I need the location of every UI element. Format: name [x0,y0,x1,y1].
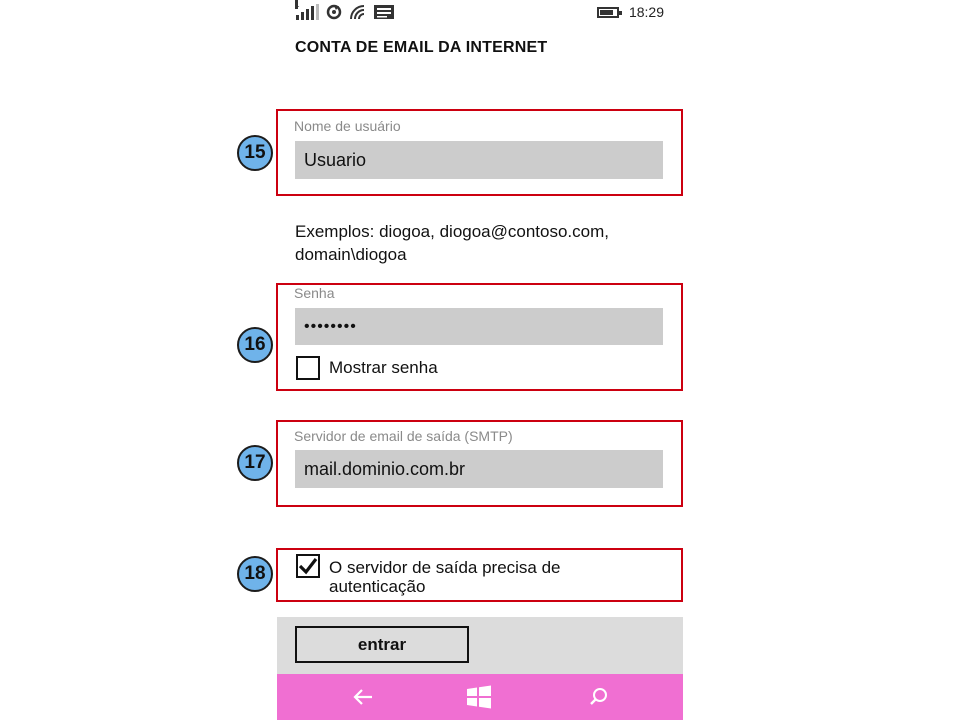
page-title: CONTA DE EMAIL DA INTERNET [295,39,548,56]
status-right [597,4,664,20]
username-label: Nome de usuário [294,118,401,134]
show-password-label: Mostrar senha [329,358,438,377]
checkmark-icon [298,556,318,576]
password-label: Senha [294,285,335,301]
username-field[interactable]: Usuario [295,141,663,179]
callout-badge-16: 16 [237,327,273,363]
start-button[interactable] [466,684,492,710]
search-button[interactable] [586,684,612,710]
callout-badge-17: 17 [237,445,273,481]
navigation-bar [277,674,683,720]
clock: 18:29 [628,4,664,20]
enter-button[interactable]: entrar [295,626,469,663]
wifi-icon [349,4,367,20]
auth-required-label: O servidor de saída precisa de autenticação [329,558,561,596]
smtp-server-field[interactable]: mail.dominio.com.br [295,450,663,488]
callout-badge-15: 15 [237,135,273,171]
status-bar [290,2,666,24]
back-arrow-icon [352,688,374,706]
windows-logo-icon [466,685,492,709]
auth-required-checkbox[interactable] [296,554,320,578]
smtp-label: Servidor de email de saída (SMTP) [294,428,513,444]
username-examples-hint: Exemplos: diogoa, diogoa@contoso.com, domain\diogoa [295,222,609,264]
status-icons [295,0,395,20]
callout-badge-18: 18 [237,556,273,592]
battery-icon [597,7,619,18]
show-password-checkbox[interactable] [296,356,320,380]
back-button[interactable] [350,684,376,710]
signal-icon [295,0,319,20]
message-icon [373,4,395,20]
search-icon [589,687,609,707]
password-field[interactable]: •••••••• [295,308,663,345]
signal-sim-number: 1 [295,0,300,9]
sync-icon [325,4,343,20]
